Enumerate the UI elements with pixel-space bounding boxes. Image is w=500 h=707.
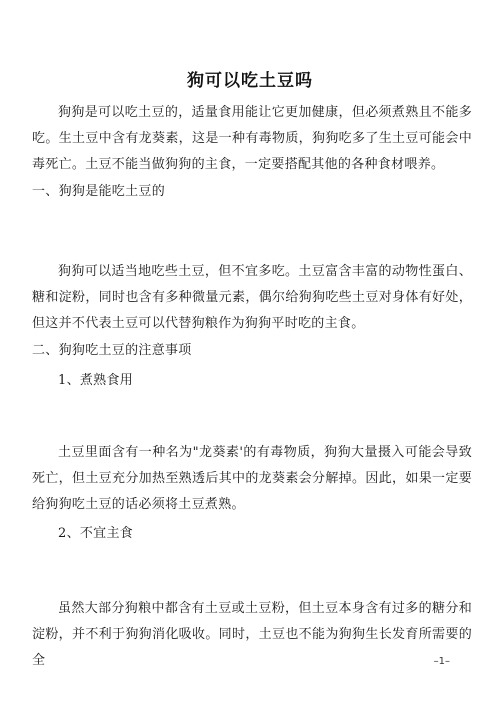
subsection-2-heading: 2、不宜主食 xyxy=(58,526,134,541)
section-1-heading: 一、狗狗是能吃土豆的 xyxy=(32,184,166,199)
page-number: –1– xyxy=(433,656,450,667)
subsection-2-paragraph: 虽然大部分狗粮中都含有土豆或土豆粉，但土豆本身含有过多的糖分和淀粉，并不利于狗狗消化吸收。同时，土豆也不能为狗狗生长发育所需要的全 xyxy=(32,601,472,668)
subsection-1-paragraph: 土豆里面含有一种名为"龙葵素'的有毒物质，狗狗大量摄入可能会导致死亡，但土豆充分加热至熟透后其中的龙葵素会分解掉。因此，如果一定要给狗狗吃土豆的话必须将土豆煮熟。 xyxy=(32,445,472,512)
subsection-1-heading: 1、煮熟食用 xyxy=(58,373,134,388)
intro-paragraph: 狗狗是可以吃土豆的，适量食用能让它更加健康，但必须煮熟且不能多吃。生土豆中含有龙葵素，这是一种有毒物质，狗狗吃多了生土豆可能会中毒死亡。土豆不能当做狗狗的主食，一定要搭配其他的各种食材喂养。 xyxy=(32,105,472,172)
document-title: 狗可以吃土豆吗 xyxy=(187,71,313,91)
section-2-heading: 二、狗狗吃土豆的注意事项 xyxy=(32,343,192,358)
section-1-paragraph: 狗狗可以适当地吃些土豆，但不宜多吃。土豆富含丰富的动物性蛋白、糖和淀粉，同时也含有多种微量元素，偶尔给狗狗吃些土豆对身体有好处，但这并不代表土豆可以代替狗粮作为狗狗平时吃的主食。 xyxy=(32,264,472,331)
